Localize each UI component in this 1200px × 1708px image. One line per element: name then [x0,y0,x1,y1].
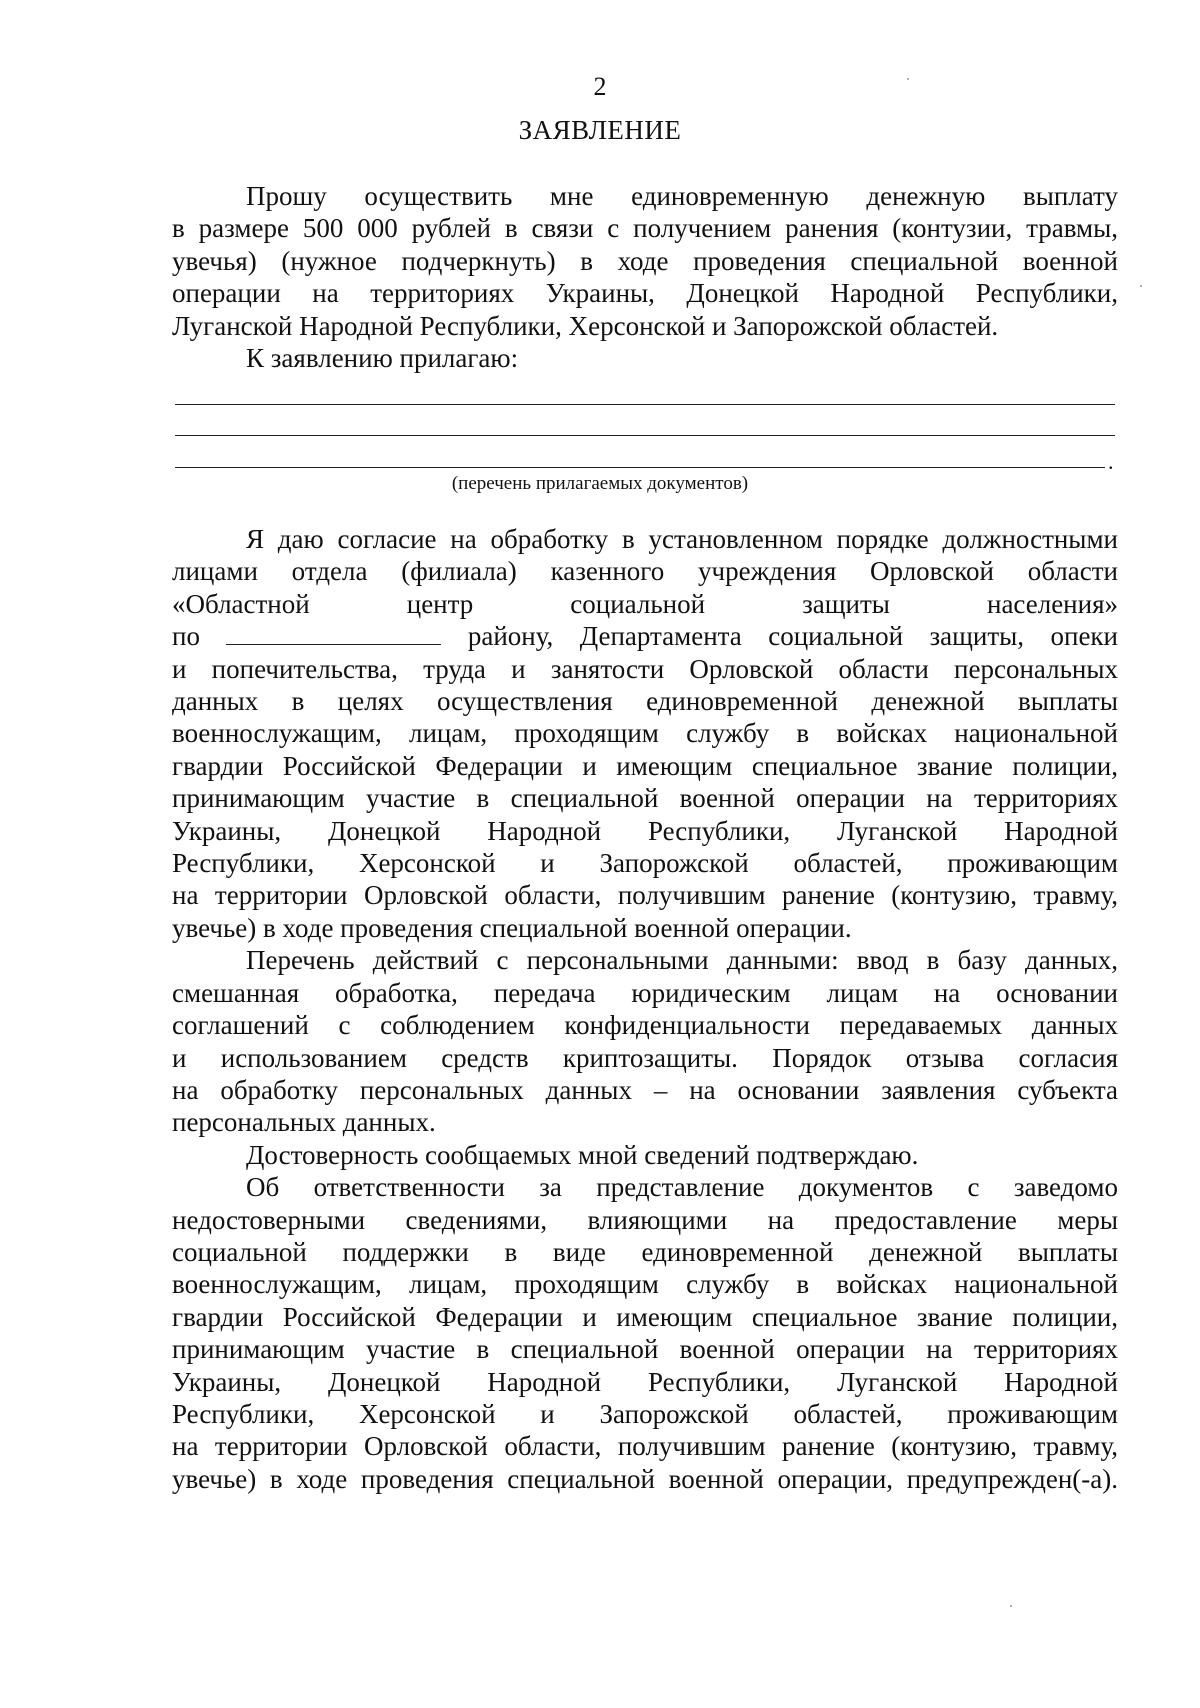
actions-line: смешанная обработка, передача юридическим лицам на основании [172,977,1118,1008]
scan-speck [907,78,909,80]
attach-intro: К заявлению прилагаю: [246,343,519,374]
consent-district-suffix: району, Департамента социальной защиты, опеки [467,621,1119,652]
responsibility-line: социальной поддержки в виде единовременной денежной выплаты [172,1236,1118,1267]
request-paragraph [172,180,1118,374]
attachment-blank-line[interactable] [175,404,1115,405]
request-line: увечья) (нужное подчеркнуть) в ходе проведения специальной военной [172,245,1118,276]
consent-line: Украины, Донецкой Народной Республики, Луганской Народной [172,815,1118,846]
actions-line: и использованием средств криптозащиты. Порядок отзыва согласия [172,1042,1118,1073]
attachment-blank-line[interactable] [175,467,1105,468]
scan-speck [1140,285,1142,287]
request-line: Луганской Народной Республики, Херсонской и Запорожской областей. [172,310,999,341]
consent-line: «Областной центр социальной защиты населения» [172,588,1118,619]
request-line: в размере 500 000 рублей в связи с получением ранения (контузии, травмы, [172,213,1118,244]
consent-line-district [172,620,1118,652]
confirmation-line: Достоверность сообщаемых мной сведений подтверждаю. [246,1139,919,1170]
page-number: 2 [593,72,607,101]
responsibility-line: Республики, Херсонской и Запорожской областей, проживающим [172,1398,1118,1429]
actions-line: соглашений с соблюдением конфиденциальности передаваемых данных [172,1010,1118,1041]
request-line: Прошу осуществить мне единовременную денежную выплату [246,181,1118,211]
consent-line: Республики, Херсонской и Запорожской областей, проживающим [172,848,1118,879]
consent-paragraph [172,523,1118,1495]
attachment-blank-line[interactable] [175,435,1115,436]
document-title: ЗАЯВЛЕНИЕ [518,115,682,145]
consent-line: лицами отдела (филиала) казенного учреждения Орловской области [172,556,1118,587]
consent-line: на территории Орловской области, получившим ранение (контузию, травму, [172,880,1118,911]
actions-line: персональных данных. [172,1107,436,1138]
actions-line: на обработку персональных данных – на основании заявления субъекта [172,1074,1118,1105]
consent-line: данных в целях осуществления единовременной денежной выплаты [172,686,1118,717]
responsibility-line: военнослужащим, лицам, проходящим службу в войсках национальной [172,1269,1118,1300]
responsibility-line: недостоверными сведениями, влияющими на предоставление меры [172,1204,1118,1235]
request-line: операции на территориях Украины, Донецкой Народной Республики, [172,278,1118,309]
attachment-end-dot: . [1108,449,1114,474]
attachments-caption: (перечень прилагаемых документов) [451,473,749,494]
responsibility-line: увечье) в ходе проведения специальной военной операции, предупрежден(-а). [172,1463,1118,1494]
responsibility-line: гвардии Российской Федерации и имеющим специальное звание полиции, [172,1301,1118,1332]
consent-line: увечье) в ходе проведения специальной военной операции. [172,912,852,943]
consent-line: военнослужащим, лицам, проходящим службу в войсках национальной [172,718,1118,749]
responsibility-line: принимающим участие в специальной военной операции на территориях [172,1334,1118,1365]
responsibility-line: на территории Орловской области, получившим ранение (контузию, травму, [172,1431,1118,1462]
scan-speck [1010,1605,1012,1607]
consent-line: принимающим участие в специальной военной операции на территориях [172,783,1118,814]
actions-line: Перечень действий с персональными данными: ввод в базу данных, [246,945,1118,976]
consent-line: и попечительства, труда и занятости Орловской области персональных [172,653,1118,684]
consent-line: Я даю согласие на обработку в установленном порядке должностными [246,524,1118,554]
consent-district-prefix: по [172,621,200,652]
consent-line: гвардии Российской Федерации и имеющим специальное звание полиции, [172,750,1118,781]
district-blank-field[interactable] [226,622,441,645]
responsibility-line: Об ответственности за представление документов с заведомо [246,1172,1118,1203]
responsibility-line: Украины, Донецкой Народной Республики, Луганской Народной [172,1366,1118,1397]
